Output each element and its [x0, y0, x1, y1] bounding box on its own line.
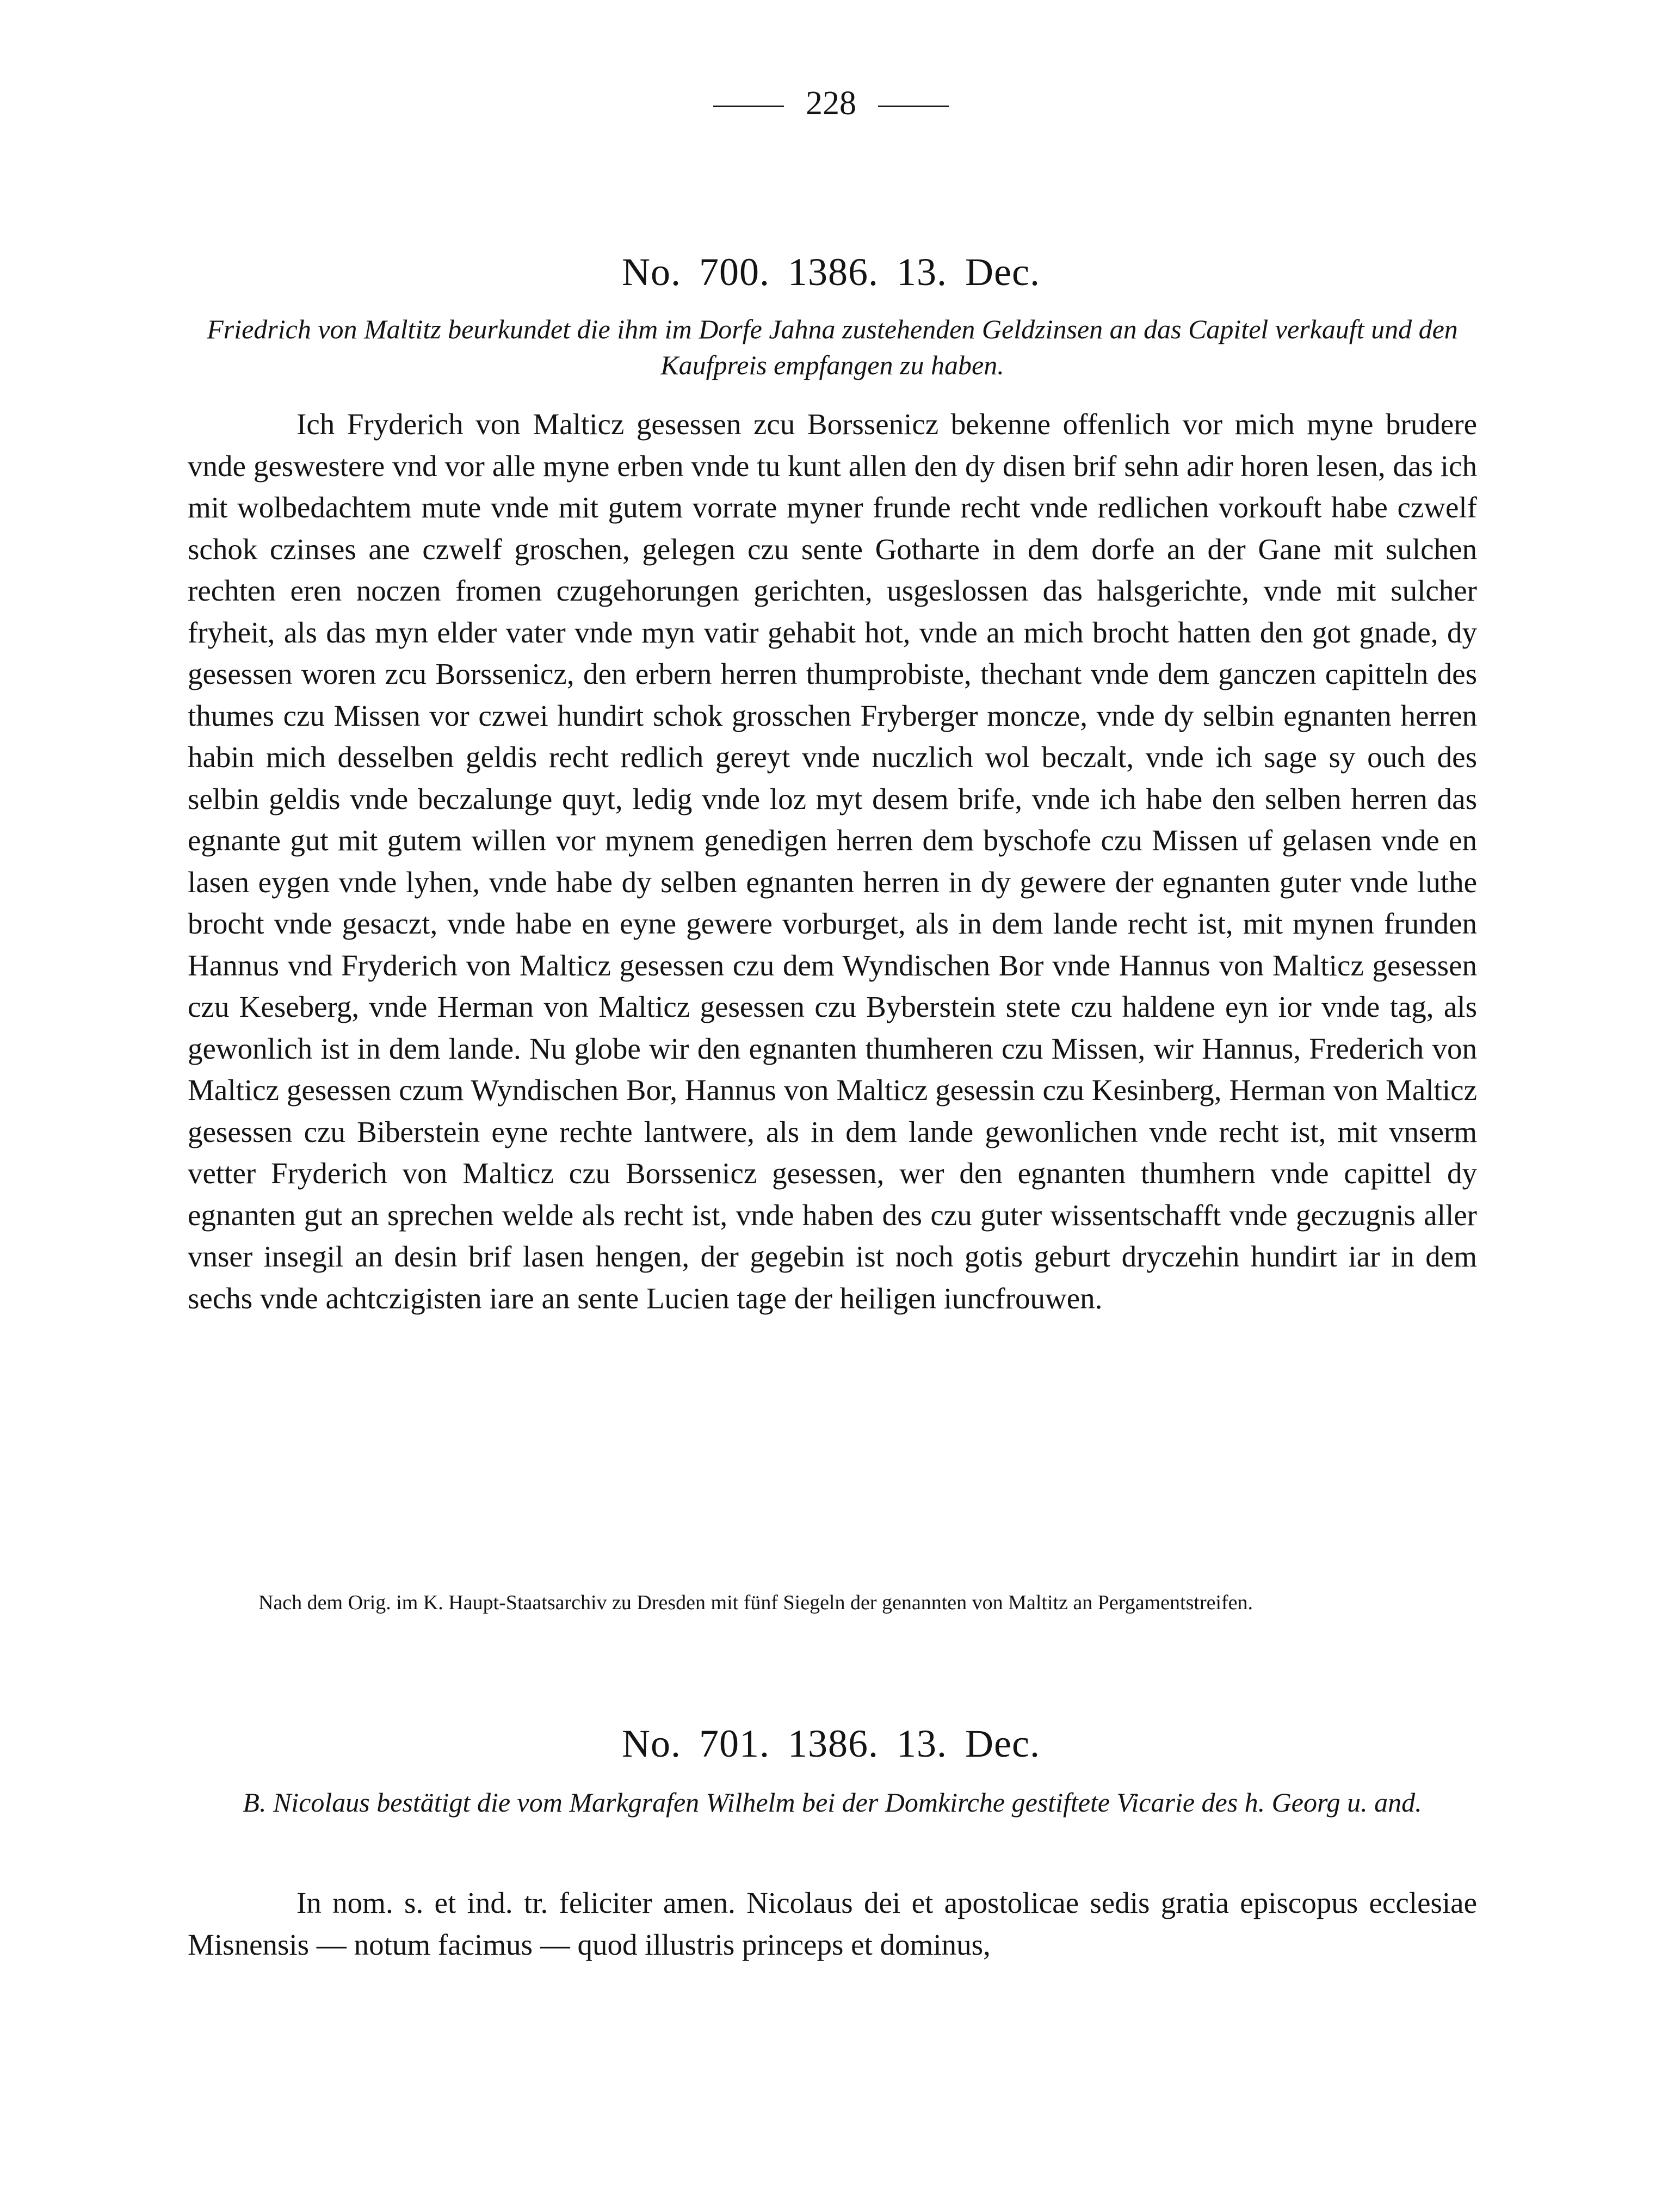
running-head — [0, 82, 1662, 125]
right-rule — [878, 106, 949, 107]
document-heading-701: No. 701. 1386. 13. Dec. — [622, 1722, 1040, 1765]
document-regest-701: B. Nicolaus bestätigt die vom Markgrafen Wilhelm bei der Domkirche gestiftete Vicarie des h. Georg u. and. — [243, 1787, 1422, 1818]
page-number: 228 — [806, 85, 856, 122]
left-rule — [713, 106, 784, 107]
document-regest-700: Friedrich von Maltitz beurkundet die ihm im Dorfe Jahna zustehenden Geldzinsen an das Capitel verkauft und den Kaufpreis empfangen zu haben. — [207, 314, 1458, 380]
source-note-700: Nach dem Orig. im K. Haupt-Staatsarchiv zu Dresden mit fünf Siegeln der genannten von Maltitz an Pergamentstreifen. — [258, 1591, 1253, 1614]
document-body-701: In nom. s. et ind. tr. feliciter amen. Nicolaus dei et apostolicae sedis gratia episcopus ecclesiae Misnensis — notum facimus — quod illustris princeps et dominus, — [188, 1886, 1477, 1961]
document-body-700: Ich Fryderich von Malticz gesessen zcu Borssenicz bekenne offenlich vor mich myne brudere vnde geswestere vnd vor alle myne erben vnde tu kunt allen den dy disen brif sehn adir horen lesen, das ich mit wolbedachtem mute vnde mit gutem vorrate myner frunde recht vnde redlichen vorkouft habe czwelf schok czinses ane czwelf groschen, gelegen czu sente Gotharte in dem dorfe an der Gane mit sulchen rechten eren noczen fromen czugehorungen gerichten, usgeslossen das halsgerichte, vnde mit sulcher fryheit, als das myn elder vater vnde myn vatir gehabit hot, vnde an mich brocht hatten den got gnade, dy gesessen woren zcu Borssenicz, den erbern herren thumprobiste, thechant vnde dem ganczen capitteln des thumes czu Missen vor czwei hundirt schok grosschen Fryberger moncze, vnde dy selbin egnanten herren habin mich desselben geldis recht redlich gereyt vnde nuczlich wol beczalt, vnde ich sage sy ouch des selbin geldis vnde beczalunge quyt, ledig vnde loz myt desem brife, vnde ich habe den selben herren das egnante gut mit gutem willen vor mynem genedigen herren dem byschofe czu Missen uf gelasen vnde en lasen eygen vnde lyhen, vnde habe dy selben egnanten herren in dy gewere der egnanten guter vnde luthe brocht vnde gesaczt, vnde habe en eyne gewere vorburget, als in dem lande recht ist, mit mynen frunden Hannus vnd Fryderich von Malticz gesessen czu dem Wyndischen Bor vnde Hannus von Malticz gesessen czu Keseberg, vnde Herman von Malticz gesessen czu Byberstein stete czu haldene eyn ior vnde tag, als gewonlich ist in dem lande. Nu globe wir den egnanten thumheren czu Missen, wir Hannus, Frederich von Malticz gesessen czum Wyndischen Bor, Hannus von Malticz gesessin czu Kesinberg, Herman von Malticz gesessen czu Biberstein eyne rechte lantwere, als in dem lande gewonlichen vnde recht ist, mit vnserm vetter Fryderich von Malticz czu Borssenicz gesessen, wer den egnanten thumhern vnde capittel dy egnanten gut an sprechen welde als recht ist, vnde haben des czu guter wissentschafft vnde geczugnis aller vnser insegil an desin brif lasen hengen, der gegebin ist noch gotis geburt dryczehin hundirt iar in dem sechs vnde achtczigisten iare an sente Lucien tage der heiligen iuncfrouwen. — [188, 407, 1477, 1315]
document-heading-700: No. 700. 1386. 13. Dec. — [622, 250, 1040, 294]
